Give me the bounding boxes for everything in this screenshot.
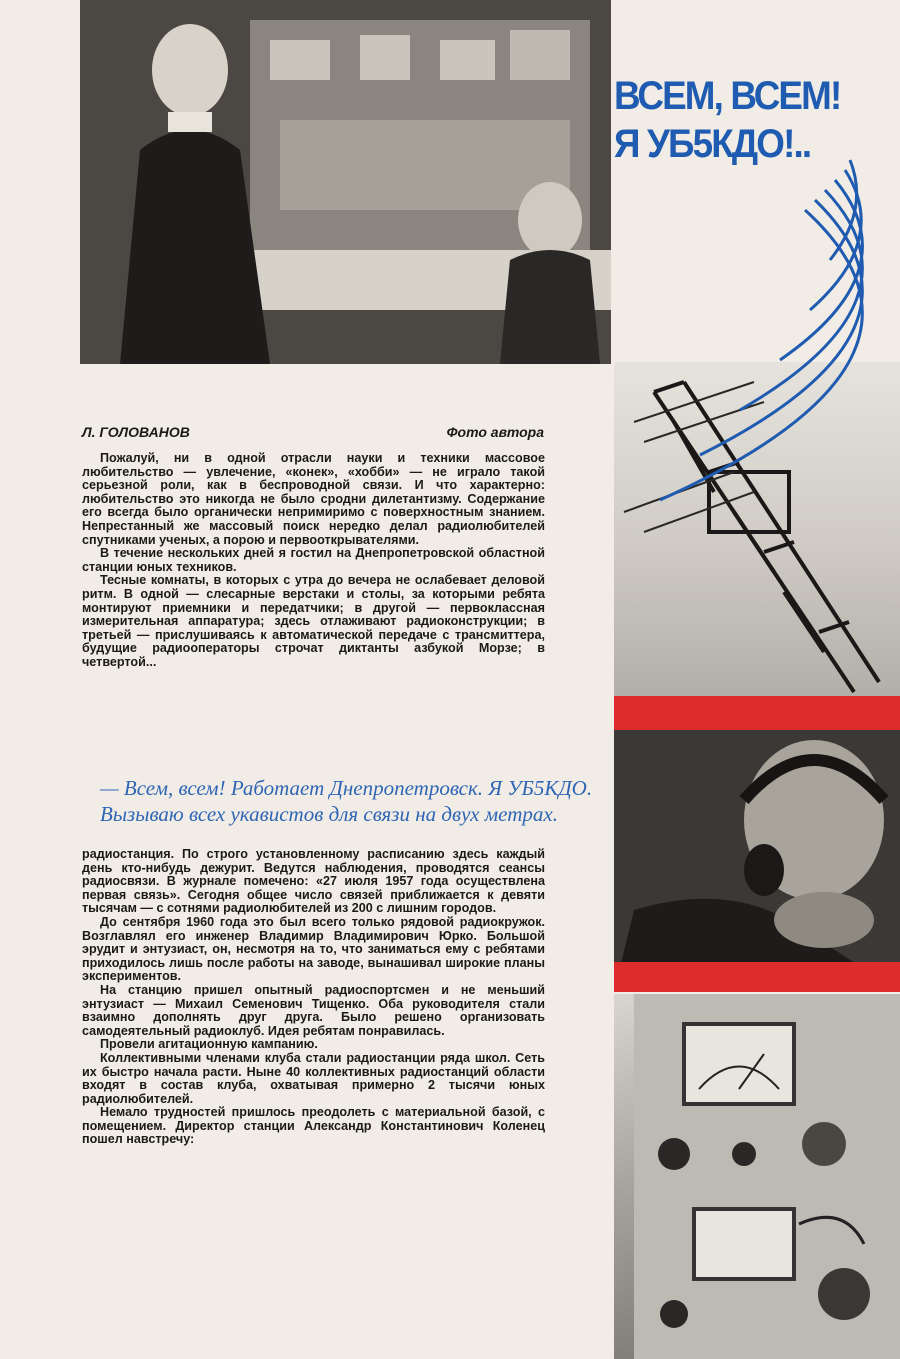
pull-quote-line-1: — Всем, всем! Работает Днепропетровск. Я УБ5КДО. [100,776,593,800]
photo-radio-club-operators [80,0,611,364]
article-body-part-1 [82,452,545,670]
red-band [614,696,900,730]
paragraph: Тесные комнаты, в которых с утра до вечера не ослабевает деловой ритм. В одной — слесарные верстаки и столы, за которыми ребята монтируют приемники и передатчики; в другой — первоклассная измерительная аппаратура; здесь отлаживают радиоконструкции; в третьей — прислушиваясь к автоматической передаче с трансмиттера, будущие радиооператоры строчат диктанты азбукой Морзе; в четвертой... [82,573,545,669]
article-body-part-2 [82,848,545,1147]
photo-measuring-equipment [614,994,900,1359]
paragraph: Пожалуй, ни в одной отрасли науки и техники массовое любительство — увлечение, «конек», «хобби» — не играло такой серьезной роли, как в беспроводной связи. И что характерно: любительство это никогда не было сродни дилетантизму. Содержание его всегда было органически непримиримо с поверхностным знанием. Непрестанный же массовый поиск нередко делал радиолюбителей спутниками ученых, а порою и первооткрывателями. [82,451,545,547]
author-byline: Л. ГОЛОВАНОВ [82,424,190,440]
photo-equipment-illustration [614,994,900,1359]
paragraph: Коллективными членами клуба стали радиостанции ряда школ. Сеть их быстро начала расти. Ныне 40 коллективных радиостанций области входят в состав клуба, охватывая примерно 2 тысячи юных радиолюбителей. [82,1050,545,1106]
pull-quote [100,775,740,827]
photo-radio-club-illustration [80,0,611,364]
headline-line-1: ВСЕМ, ВСЕМ! [614,74,841,118]
article-headline [614,72,877,168]
photo-credit: Фото автора [446,424,544,440]
photo-radio-operator-with-headset [614,730,900,992]
paragraph: Провели агитационную кампанию. [100,1037,318,1052]
paragraph: Немало трудностей пришлось преодолеть с материальной базой, с помещением. Директор станции Александр Константинович Коленец пошел навстречу: [82,1105,545,1147]
pull-quote-line-2: Вызываю всех укавистов для связи на двух метрах. [100,802,558,826]
paragraph: На станцию пришел опытный радиоспортсмен и не меньший энтузиаст — Михаил Семенович Тищенко. Оба руководителя стали взаимно дополнять друг друга. Было решено организовать самодеятельный радиоклуб. Идея ребятам понравилась. [82,982,545,1038]
paragraph: В течение нескольких дней я гостил на Днепропетровской областной станции юных техников. [82,546,545,574]
photo-operator-illustration [614,730,900,992]
radio-waves-graphic [600,150,900,510]
red-band [614,962,900,992]
paragraph: радиостанция. По строго установленному расписанию здесь каждый день кто-нибудь дежурит. Ведутся наблюдения, проводятся сеансы радиосвязи. В журнале помечено: «27 июля 1957 года осуществлена первая связь». Сегодня общее число связей приближается к девяти тысячам — с сотнями радиолюбителей из 200 с лишним городов. [82,847,545,916]
headline-line-2: Я УБ5КДО!.. [614,122,811,166]
paragraph: До сентября 1960 года это был всего только рядовой радиокружок. Возглавлял его инженер Владимир Владимирович Юрко. Большой эрудит и энтузиаст, он, несмотря на то, что заниматься ему с ребятами приходилось лишь после работы на заводе, вынашивал широкие планы экспериментов. [82,914,545,984]
